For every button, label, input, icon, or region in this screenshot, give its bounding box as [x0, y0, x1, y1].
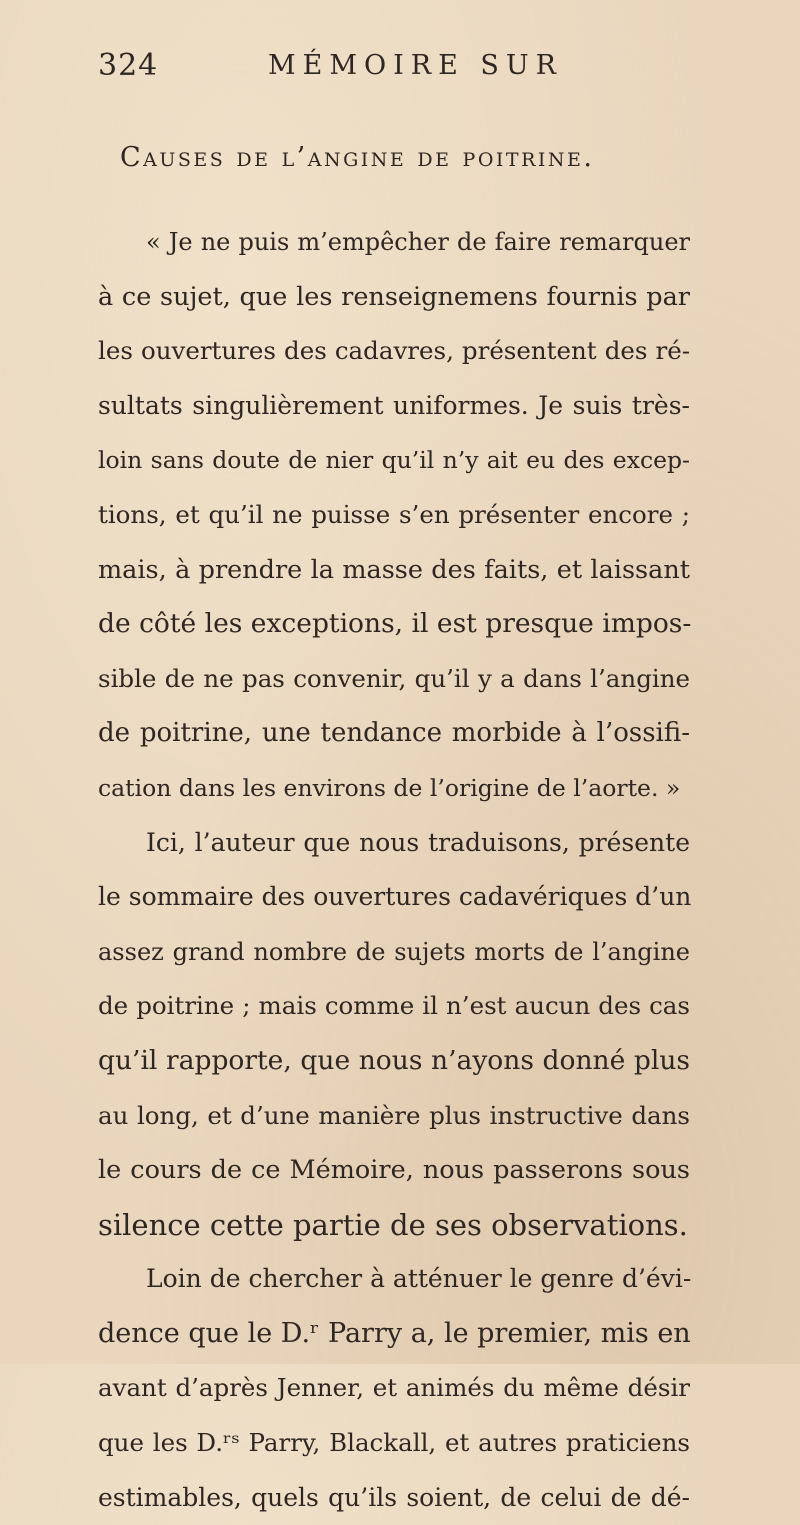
- body-text: [98, 215, 690, 1525]
- text-line: de poitrine, une tendance morbide à l’ossifi-: [98, 718, 690, 749]
- running-title: MÉMOIRE SUR: [268, 50, 564, 81]
- text-line: le sommaire des ouvertures cadavériques d’un: [98, 882, 692, 912]
- text-line: cation dans les environs de l’origine de l’aorte. »: [98, 773, 681, 802]
- text-line: dence que le D.ʳ Parry a, le premier, mis en: [98, 1317, 691, 1349]
- page-number: 324: [98, 48, 159, 83]
- text-line: les ouvertures des cadavres, présentent des ré-: [98, 336, 690, 366]
- text-line: de poitrine ; mais comme il n’est aucun des cas: [98, 991, 690, 1021]
- text-line: de côté les exceptions, il est presque impos-: [98, 608, 692, 640]
- text-line: sible de ne pas convenir, qu’il y a dans l’angine: [98, 663, 690, 693]
- running-head: [98, 48, 718, 88]
- text-line: silence cette partie de ses observations.: [98, 1207, 688, 1242]
- text-line: sultats singulièrement uniformes. Je suis très-: [98, 390, 690, 420]
- text-line: assez grand nombre de sujets morts de l’angine: [98, 937, 690, 966]
- text-line: que les D.ʳˢ Parry, Blackall, et autres praticiens: [98, 1428, 690, 1458]
- section-title: Causes de l’angine de poitrine.: [120, 142, 595, 173]
- text-line: Loin de chercher à atténuer le genre d’évi-: [146, 1264, 692, 1294]
- text-line: le cours de ce Mémoire, nous passerons sous: [98, 1155, 690, 1186]
- text-line: au long, et d’une manière plus instructive dans: [98, 1100, 690, 1130]
- text-line: mais, à prendre la masse des faits, et laissant: [98, 554, 690, 585]
- text-line: à ce sujet, que les renseignemens fournis par: [98, 281, 690, 312]
- text-line: avant d’après Jenner, et animés du même désir: [98, 1373, 690, 1403]
- text-line: loin sans doute de nier qu’il n’y ait eu des excep-: [98, 446, 690, 475]
- text-line: « Je ne puis m’empêcher de faire remarquer: [146, 228, 690, 256]
- text-line: qu’il rapporte, que nous n’ayons donné plus: [98, 1044, 690, 1076]
- text-line: estimables, quels qu’ils soient, de celui de dé-: [98, 1482, 690, 1512]
- text-line: tions, et qu’il ne puisse s’en présenter encore ;: [98, 499, 690, 529]
- text-line: Ici, l’auteur que nous traduisons, présente: [146, 827, 690, 857]
